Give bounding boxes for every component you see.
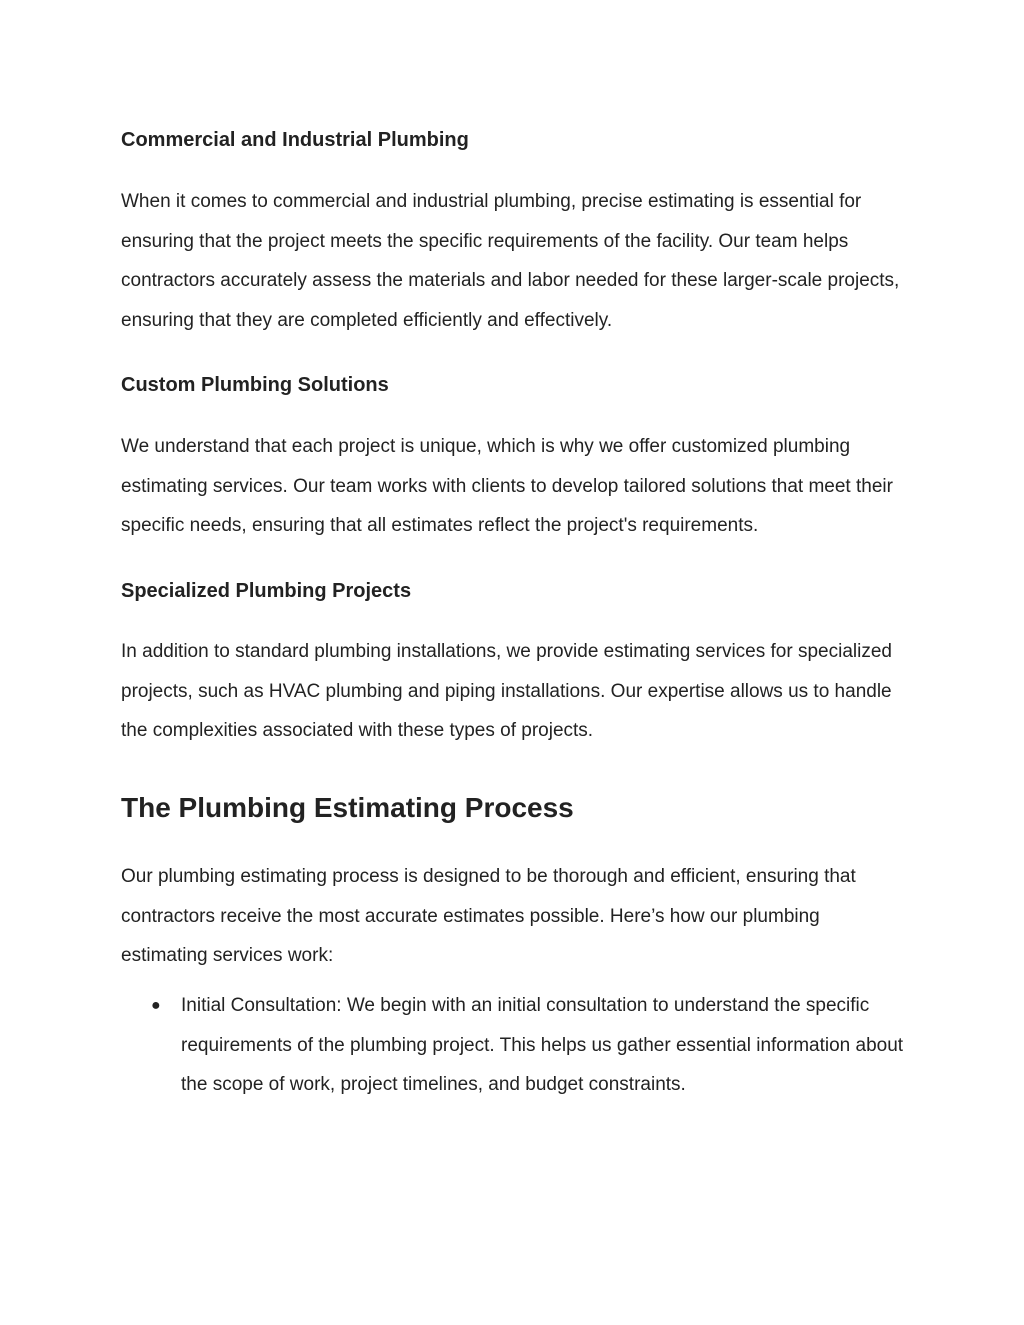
bullet-icon: ● (151, 997, 161, 1014)
paragraph-specialized-projects: In addition to standard plumbing installations, we provide estimating services for specialized projects, such as HVAC plumbing and piping installations. Our expertise allows us to handle the complexities associated with these types of projects. (121, 641, 892, 742)
list-item (121, 986, 911, 1105)
heading-custom-solutions: Custom Plumbing Solutions (121, 374, 389, 396)
process-steps-list (121, 986, 911, 1105)
list-item-text: Initial Consultation: We begin with an initial consultation to understand the specific requirements of the plumbing project. This helps us gather essential information about the scope of work, project timelines, and budget constraints. (181, 995, 904, 1096)
paragraph-process-intro: Our plumbing estimating process is designed to be thorough and efficient, ensuring that contractors receive the most accurate estimates possible. Here’s how our plumbing estimating services work: (121, 866, 856, 967)
heading-commercial-industrial: Commercial and Industrial Plumbing (121, 129, 469, 151)
paragraph-custom-solutions: We understand that each project is unique, which is why we offer customized plumbing estimating services. Our team works with clients to develop tailored solutions that meet their specific needs, ensuring that all estimates reflect the project's requirements. (121, 436, 893, 537)
heading-estimating-process: The Plumbing Estimating Process (121, 792, 574, 823)
paragraph-commercial-industrial: When it comes to commercial and industrial plumbing, precise estimating is essential for ensuring that the project meets the specific requirements of the facility. Our team helps contractors accurately assess the materials and labor needed for these larger-scale projects, ensuring that they are completed efficiently and effectively. (121, 191, 900, 332)
heading-specialized-projects: Specialized Plumbing Projects (121, 580, 412, 602)
